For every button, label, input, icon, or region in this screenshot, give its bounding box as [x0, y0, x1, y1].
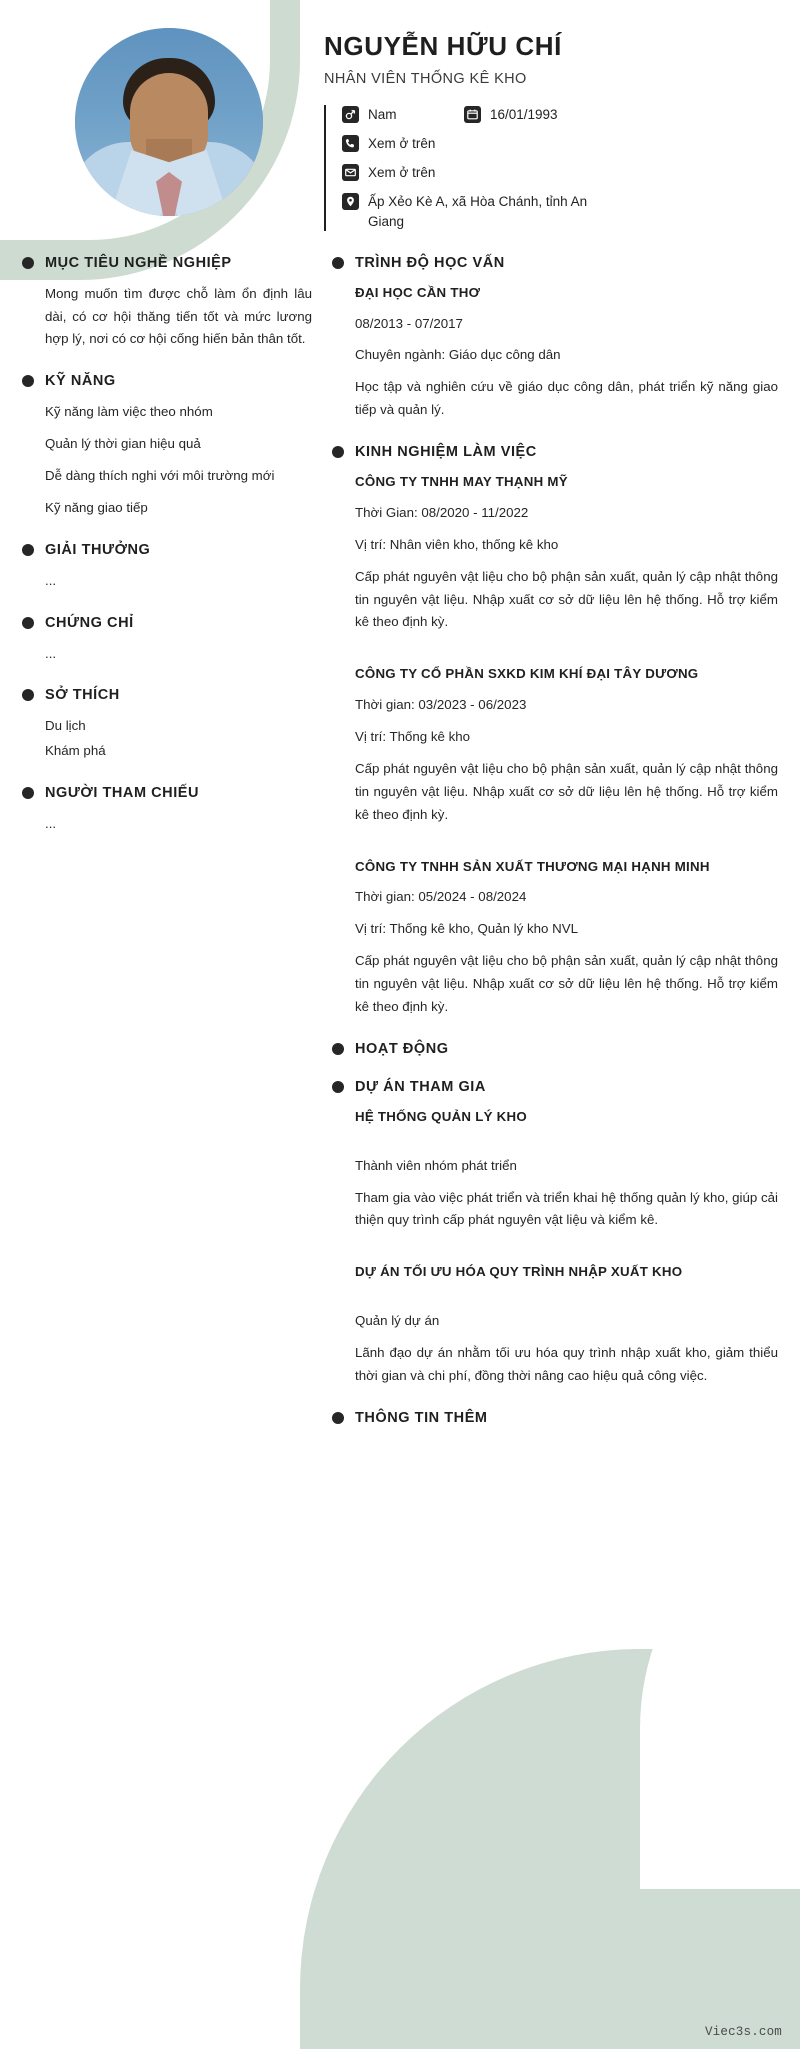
section-education-body [332, 283, 778, 422]
contact-row-email [342, 163, 786, 182]
section-title-awards: GIẢI THƯỞNG [45, 541, 151, 558]
education-major: Chuyên ngành: Giáo dục công dân [355, 347, 561, 363]
gender-icon [342, 106, 359, 123]
experience-period: Thời Gian: 08/2020 - 11/2022 [355, 504, 529, 520]
section-awards-body [22, 570, 312, 593]
bullet-dot-icon [332, 257, 344, 269]
bullet-dot-icon [22, 544, 34, 556]
project-description: Lãnh đạo dự án nhằm tối ưu hóa quy trình nhập xuất kho, giảm thiểu thời gian và chi phí, đồng thời nâng cao hiệu quả công việc. [355, 1345, 778, 1383]
section-activities-header [332, 1041, 778, 1057]
section-title-projects: DỰ ÁN THAM GIA [355, 1078, 486, 1095]
project-name: HỆ THỐNG QUẢN LÝ KHO [355, 1108, 527, 1124]
contact-row-address [342, 192, 786, 230]
bullet-dot-icon [22, 617, 34, 629]
experience-company: CÔNG TY TNHH MAY THẠNH MỸ [355, 474, 568, 490]
section-title-experience: KINH NGHIỆM LÀM VIỆC [355, 444, 537, 461]
experience-position: Vị trí: Thống kê kho [355, 729, 471, 745]
bullet-dot-icon [22, 787, 34, 799]
references-placeholder: ... [45, 816, 57, 832]
experience-position: Vị trí: Thống kê kho, Quản lý kho NVL [355, 921, 578, 937]
section-references-body [22, 813, 312, 836]
education-school: ĐẠI HỌC CẦN THƠ [355, 284, 481, 300]
experience-description: Cấp phát nguyên vật liệu cho bộ phận sản xuất, quản lý cập nhật thông tin nguyên vật liệu. Nhập xuất cơ sở dữ liệu lên hệ thống. Hỗ trợ kiểm kê theo định kỳ. [355, 568, 778, 630]
section-title-references: NGƯỜI THAM CHIẾU [45, 785, 200, 802]
experience-company: CÔNG TY CỔ PHẦN SXKD KIM KHÍ ĐẠI TÂY DƯƠNG [355, 666, 699, 682]
section-title-hobbies: SỞ THÍCH [45, 687, 120, 704]
experience-entry [355, 664, 778, 826]
awards-placeholder: ... [45, 572, 57, 588]
section-references-header [22, 785, 312, 801]
section-title-education: TRÌNH ĐỘ HỌC VẤN [355, 254, 505, 271]
section-certificates-body [22, 643, 312, 666]
footer-brand: Viec3s.com [704, 2025, 782, 2039]
section-title-certificates: CHỨNG CHỈ [45, 614, 134, 631]
right-column [326, 255, 778, 1438]
section-title-skills: KỸ NĂNG [45, 373, 116, 390]
contact-item-gender [342, 105, 464, 124]
section-skills-body [22, 401, 312, 519]
objective-text: Mong muốn tìm được chỗ làm ổn định lâu dài, có cơ hội thăng tiến tốt và mức lương hợp lý, nơi có cơ hội cống hiến bản thân tốt. [45, 285, 312, 347]
location-pin-icon [342, 193, 359, 210]
contact-item-phone [342, 134, 435, 153]
bullet-dot-icon [22, 375, 34, 387]
experience-company: CÔNG TY TNHH SẢN XUẤT THƯƠNG MẠI HẠNH MINH [355, 858, 710, 874]
gender-value: Nam [368, 106, 397, 122]
section-additional-header [332, 1410, 778, 1426]
phone-value: Xem ở trên [368, 136, 436, 152]
left-column [22, 255, 326, 836]
project-entry [355, 1262, 778, 1388]
experience-period: Thời gian: 05/2024 - 08/2024 [355, 889, 527, 905]
section-hobbies-header [22, 687, 312, 703]
section-skills-header [22, 373, 312, 389]
phone-icon [342, 135, 359, 152]
dob-value: 16/01/1993 [490, 106, 558, 122]
section-objective-body [22, 283, 312, 352]
experience-description: Cấp phát nguyên vật liệu cho bộ phận sản xuất, quản lý cập nhật thông tin nguyên vật liệu. Nhập xuất cơ sở dữ liệu lên hệ thống. Hỗ trợ kiểm kê theo định kỳ. [355, 953, 778, 1014]
decorative-blob-bottom-inner [640, 1469, 800, 1889]
experience-entry [355, 857, 778, 1019]
bullet-dot-icon [22, 257, 34, 269]
bullet-dot-icon [332, 446, 344, 458]
project-name: DỰ ÁN TỐI ƯU HÓA QUY TRÌNH NHẬP XUẤT KHO [355, 1264, 683, 1280]
contact-item-address [342, 192, 600, 230]
resume-body [0, 241, 800, 1438]
contact-item-dob [464, 105, 558, 124]
section-projects-body [332, 1107, 778, 1388]
mail-icon [342, 164, 359, 181]
section-awards-header [22, 542, 312, 558]
section-projects-header [332, 1079, 778, 1095]
experience-description: Cấp phát nguyên vật liệu cho bộ phận sản xuất, quản lý cập nhật thông tin nguyên vật liệu. Nhập xuất cơ sở dữ liệu lên hệ thống. Hỗ trợ kiểm kê theo định kỳ. [355, 760, 778, 822]
project-entry [355, 1107, 778, 1233]
email-value: Xem ở trên [368, 165, 436, 181]
section-experience-header [332, 444, 778, 460]
list-item: Dễ dàng thích nghi với môi trường mới [45, 467, 275, 483]
project-role: Quản lý dự án [355, 1313, 440, 1329]
bullet-dot-icon [332, 1081, 344, 1093]
bullet-dot-icon [22, 689, 34, 701]
list-item: Kỹ năng làm việc theo nhóm [45, 404, 213, 420]
list-item: Quản lý thời gian hiệu quả [45, 436, 201, 452]
list-item: Khám phá [45, 743, 106, 759]
section-education-header [332, 255, 778, 271]
section-title-objective: MỤC TIÊU NGHỀ NGHIỆP [45, 254, 232, 271]
section-hobbies-body [22, 715, 312, 763]
education-period: 08/2013 - 07/2017 [355, 315, 463, 331]
address-value: Ấp Xẻo Kè A, xã Hòa Chánh, tỉnh An Giang [368, 194, 588, 229]
page-title: NGUYỄN HỮU CHÍ [324, 31, 562, 61]
section-title-activities: HOẠT ĐỘNG [355, 1040, 449, 1057]
section-title-additional: THÔNG TIN THÊM [355, 1409, 488, 1426]
calendar-icon [464, 106, 481, 123]
photo-container [14, 14, 324, 241]
section-experience-body [332, 472, 778, 1019]
experience-entry [355, 472, 778, 634]
section-certificates-header [22, 615, 312, 631]
experience-period: Thời gian: 03/2023 - 06/2023 [355, 697, 527, 713]
profile-photo [75, 28, 263, 216]
experience-position: Vị trí: Nhân viên kho, thống kê kho [355, 536, 559, 552]
contact-block [324, 105, 786, 231]
section-objective-header [22, 255, 312, 271]
project-description: Tham gia vào việc phát triển và triển khai hệ thống quản lý kho, giúp cải thiện quy trình cấp phát nguyên vật liệu và kiểm kê. [355, 1189, 778, 1228]
education-description: Học tập và nghiên cứu về giáo dục công dân, phát triển kỹ năng giao tiếp và quản lý. [355, 379, 778, 418]
certificates-placeholder: ... [45, 645, 57, 661]
project-role: Thành viên nhóm phát triển [355, 1157, 517, 1173]
job-title: NHÂN VIÊN THỐNG KÊ KHO [324, 70, 527, 87]
contact-row-phone [342, 134, 786, 153]
resume-header [0, 0, 800, 241]
bullet-dot-icon [332, 1043, 344, 1055]
list-item: Kỹ năng giao tiếp [45, 499, 148, 515]
header-text-block [324, 14, 786, 241]
list-item: Du lịch [45, 718, 86, 734]
contact-item-email [342, 163, 435, 182]
bullet-dot-icon [332, 1412, 344, 1424]
contact-row-gender-dob [342, 105, 786, 124]
